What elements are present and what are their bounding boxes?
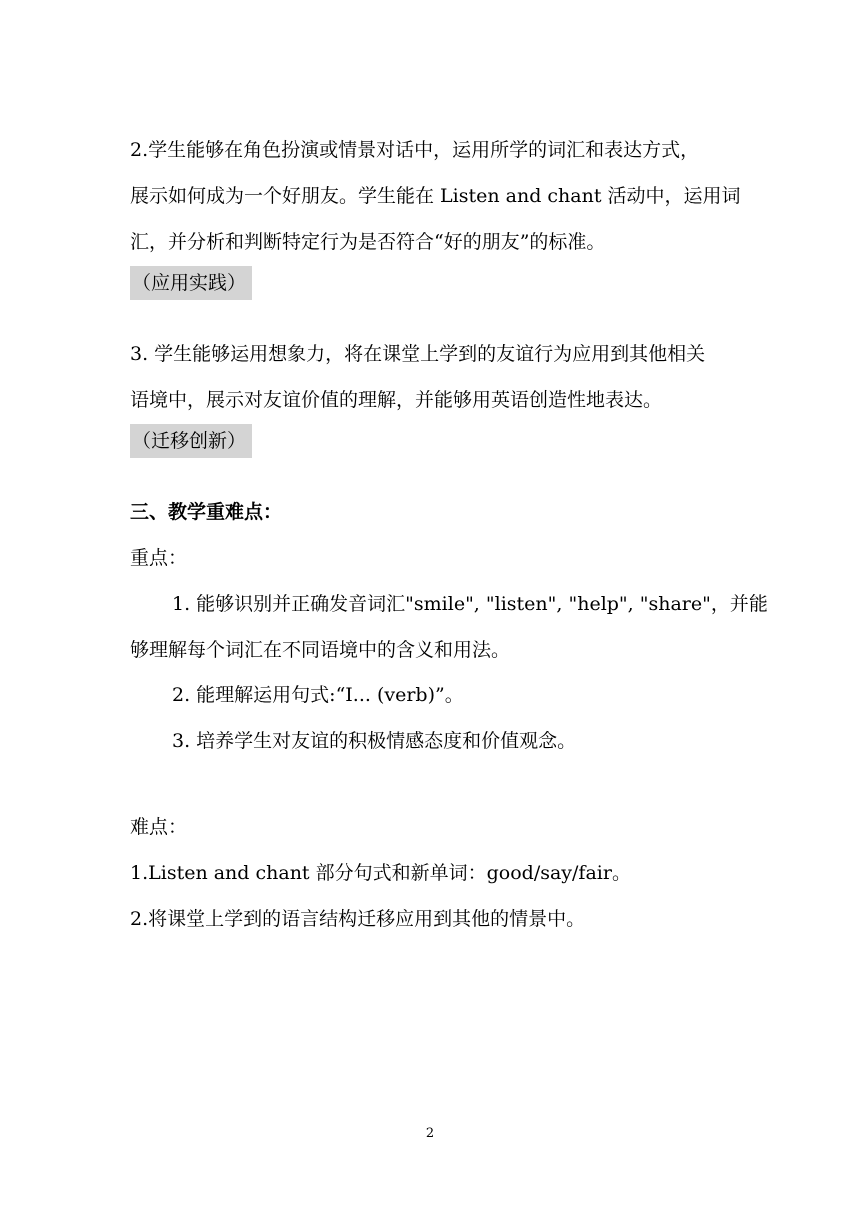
- objective-3-line-1: 3. 学生能够运用想象力，将在课堂上学到的友谊行为应用到其他相关: [130, 343, 706, 365]
- page-number: 2: [425, 1126, 435, 1141]
- objective-3-line-2: 语境中，展示对友谊价值的理解，并能够用英语创造性地表达。: [130, 389, 663, 411]
- objective-2-line-1: 2.学生能够在角色扮演或情景对话中，运用所学的词汇和表达方式，: [130, 139, 700, 161]
- objective-2-line-2: 展示如何成为一个好朋友。学生能在 Listen and chant 活动中，运用词: [130, 185, 741, 207]
- key-point-1-line-2: 够理解每个词汇在不同语境中的含义和用法。: [130, 639, 511, 661]
- objective-3-level-tag: （迁移创新）: [130, 424, 252, 458]
- key-point-2: 2. 能理解运用句式:“I... (verb)”。: [172, 684, 464, 706]
- key-point-1-line-1: 1. 能够识别并正确发音词汇"smile", "listen", "help", "share"，并能: [172, 593, 768, 615]
- difficult-points-label: 难点：: [130, 816, 188, 838]
- key-points-label: 重点：: [130, 547, 188, 569]
- difficult-point-2: 2.将课堂上学到的语言结构迁移应用到其他的情景中。: [130, 908, 586, 930]
- key-point-3: 3. 培养学生对友谊的积极情感态度和价值观念。: [172, 730, 577, 752]
- objective-2-line-3: 汇，并分析和判断特定行为是否符合“好的朋友”的标准。: [130, 231, 606, 253]
- section-heading: 三、教学重难点：: [130, 501, 283, 523]
- difficult-point-1: 1.Listen and chant 部分句式和新单词：good/say/fair。: [130, 862, 631, 884]
- objective-2-level-tag: （应用实践）: [130, 266, 252, 300]
